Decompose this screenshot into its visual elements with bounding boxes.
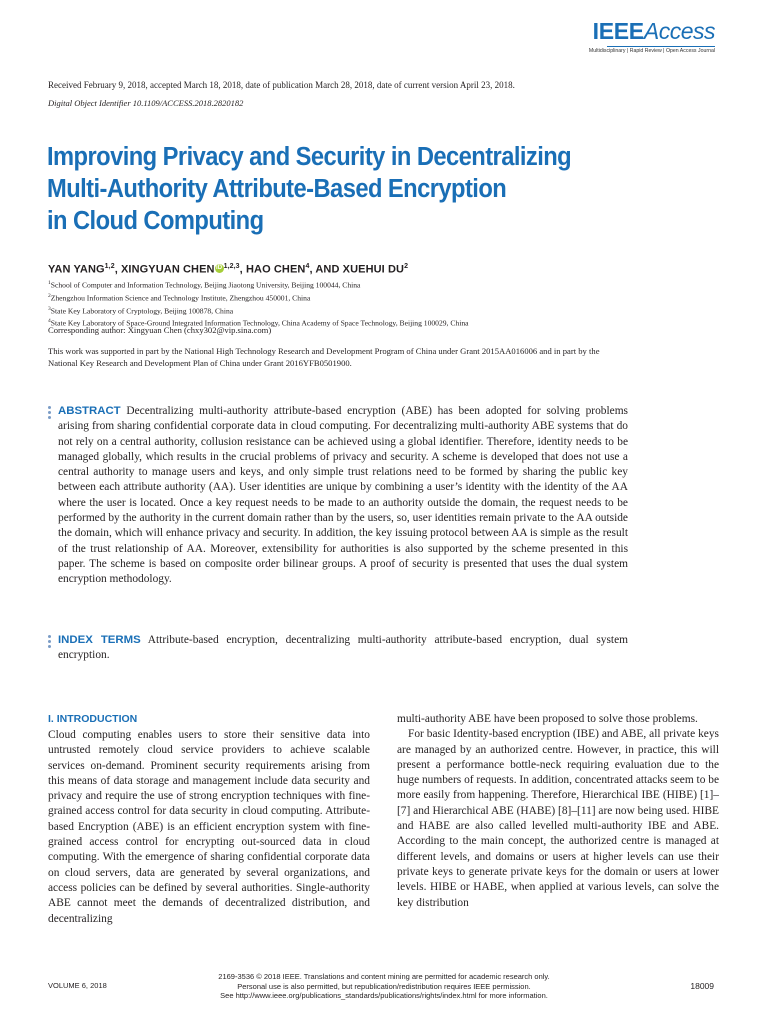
column-left bbox=[48, 712, 370, 927]
corresponding-author: Corresponding author: Xingyuan Chen (chxy302@vip.sina.com) bbox=[48, 325, 272, 335]
affiliations bbox=[48, 278, 469, 329]
doi: Digital Object Identifier 10.1109/ACCESS.2018.2820182 bbox=[48, 98, 244, 108]
affiliation bbox=[48, 278, 469, 291]
author-affil-sup: 1,2,3 bbox=[223, 263, 240, 270]
abstract-dots-icon bbox=[48, 406, 51, 421]
paragraph: Cloud computing enables users to store their sensitive data into untrusted remotely cloud service providers to achieve scalable services on-demand. Prominent security requirements arising from this means of data storage and management include data security and privacy and require the use of strong encryption techniques with fine-grained access control for data security in cloud computing. Attribute-based Encryption (ABE) is an efficient encryption system with fine-grained access control for encrypting out-sourced data in cloud computing. With the emergence of sharing confidential corporate data on cloud servers, data are generated by several organizations, and access policies can be defined by several authorities. Single-authority ABE cannot meet the demands of decentralized distribution, and decentralizing bbox=[48, 729, 370, 925]
paper-title bbox=[47, 141, 642, 237]
author-affil-sup: 4 bbox=[305, 263, 310, 270]
paragraph: multi-authority ABE have been proposed to solve those problems. bbox=[397, 713, 698, 725]
funding-note: This work was supported in part by the National High Technology Research and Development Program of China under Grant 2015AA016006 and in part by the National Key Research and Development Plan of China under Grant 2016YFB0501900. bbox=[48, 346, 600, 368]
orcid-icon[interactable]: iD bbox=[215, 264, 223, 271]
affiliation-number: 2 bbox=[48, 292, 51, 299]
affiliation bbox=[48, 304, 469, 317]
column-right bbox=[397, 712, 719, 911]
title-line: in Cloud Computing bbox=[47, 207, 264, 235]
abstract bbox=[58, 404, 628, 588]
affiliation-number: 3 bbox=[48, 305, 51, 312]
affiliation-number: 4 bbox=[48, 318, 51, 325]
logo-rule bbox=[607, 46, 715, 47]
footer-line: Personal use is also permitted, but republication/redistribution requires IEEE permission. bbox=[237, 981, 531, 991]
author-name: , XINGYUAN CHEN bbox=[114, 263, 215, 276]
logo-brand: IEEE bbox=[592, 18, 644, 44]
author-name: , HAO CHEN bbox=[239, 263, 306, 276]
affiliation-text: State Key Laboratory of Cryptology, Beijing 100878, China bbox=[50, 306, 234, 316]
paragraph: For basic Identity-based encryption (IBE) and ABE, all private keys are managed by an authorized centre. However, in practice, this will present a performance bottle-neck requiring evaluation due to the huge numbers of requests. In addition, concentrated attacks seem to be more easily from happening. Therefore, Hierarchical IBE (HIBE) [1]–[7] and Hierarchical ABE (HABE) [8]–[11] are now being used. HIBE and HABE are also called levelled multi-authority IBE and ABE. According to the main concept, the authorized centre is managed at different levels, and domains or users at higher levels can use their private keys to generate private keys for the domain or users at lower levels. HIBE or HABE, when applied at various levels, can solve the key distribution bbox=[397, 728, 719, 909]
author-affil-sup: 2 bbox=[404, 263, 409, 270]
affiliation-text: School of Computer and Information Technology, Beijing Jiaotong University, Beijing 100044, China bbox=[50, 280, 361, 290]
footer-line: See http://www.ieee.org/publications_standards/publications/rights/index.html for more information. bbox=[220, 991, 548, 1001]
footer-copyright bbox=[184, 972, 584, 1001]
index-terms-text: Attribute-based encryption, decentralizing multi-authority attribute-based encryption, dual system encryption. bbox=[58, 634, 629, 662]
title-line: Improving Privacy and Security in Decentralizing bbox=[47, 143, 572, 171]
abstract-label: ABSTRACT bbox=[58, 405, 121, 417]
affiliation-number: 1 bbox=[48, 280, 51, 286]
affiliation-text: State Key Laboratory of Space-Ground Integrated Information Technology, China Academy of Space Technology, Beijing 100029, China bbox=[50, 319, 469, 329]
affiliation bbox=[48, 291, 469, 304]
footer-line: 2169-3536 © 2018 IEEE. Translations and content mining are permitted for academic research only. bbox=[218, 972, 550, 981]
footer-volume: VOLUME 6, 2018 bbox=[48, 981, 107, 990]
footer-page-number: 18009 bbox=[690, 981, 714, 991]
author-name: YAN YANG bbox=[48, 263, 105, 276]
index-terms-dots-icon bbox=[48, 635, 51, 650]
affiliation-text: Zhengzhou Information Science and Technology Institute, Zhengzhou 450001, China bbox=[50, 293, 311, 303]
abstract-text: Decentralizing multi-authority attribute-based encryption (ABE) has been adopted for solving problems arising from sharing confidential corporate data in cloud computing. For decentralizing multi-authority ABE systems that do not rely on a central authority, collusion resistance can be achieved using a global identifier. Therefore, identity needs to be managed globally, which results in the crucial problems of privacy and security. A scheme is developed that does not use a central authority to manage users and keys, and only simple trust relations need to be formed by sharing the public key between each attribute authority (AA). User identities are unique by combining a user’s identity with the identity of the AA where the user is located. Once a key request needs to be made to an authority outside the domain, the request needs to be performed by the authority in the current domain rather than by the users, so, user identities remain private to the AA outside the domain, which will enhance privacy and security. In addition, the key issuing protocol between AA is simple as the result of the trust relationship of AA. Moreover, extensibility for authorities is also supported by the scheme presented in this paper. The scheme is based on composite order bilinear groups. A proof of security is presented that uses the dual system encryption methodology. bbox=[58, 405, 628, 586]
logo-tagline: Multidisciplinary | Rapid Review | Open Access Journal bbox=[588, 48, 715, 54]
title-line: Multi-Authority Attribute-Based Encryption bbox=[47, 175, 507, 203]
received-dates: Received February 9, 2018, accepted March 18, 2018, date of publication March 28, 2018, date of current version April 23, 2018. bbox=[48, 80, 515, 90]
journal-logo bbox=[585, 18, 715, 54]
index-terms-label: INDEX TERMS bbox=[58, 634, 141, 646]
section-heading: I. INTRODUCTION bbox=[48, 713, 138, 725]
author-name: , AND XUEHUI DU bbox=[309, 263, 405, 276]
author-affil-sup: 1,2 bbox=[104, 263, 115, 270]
author-list bbox=[48, 263, 408, 276]
logo-access: Access bbox=[643, 18, 715, 44]
index-terms bbox=[58, 633, 628, 664]
